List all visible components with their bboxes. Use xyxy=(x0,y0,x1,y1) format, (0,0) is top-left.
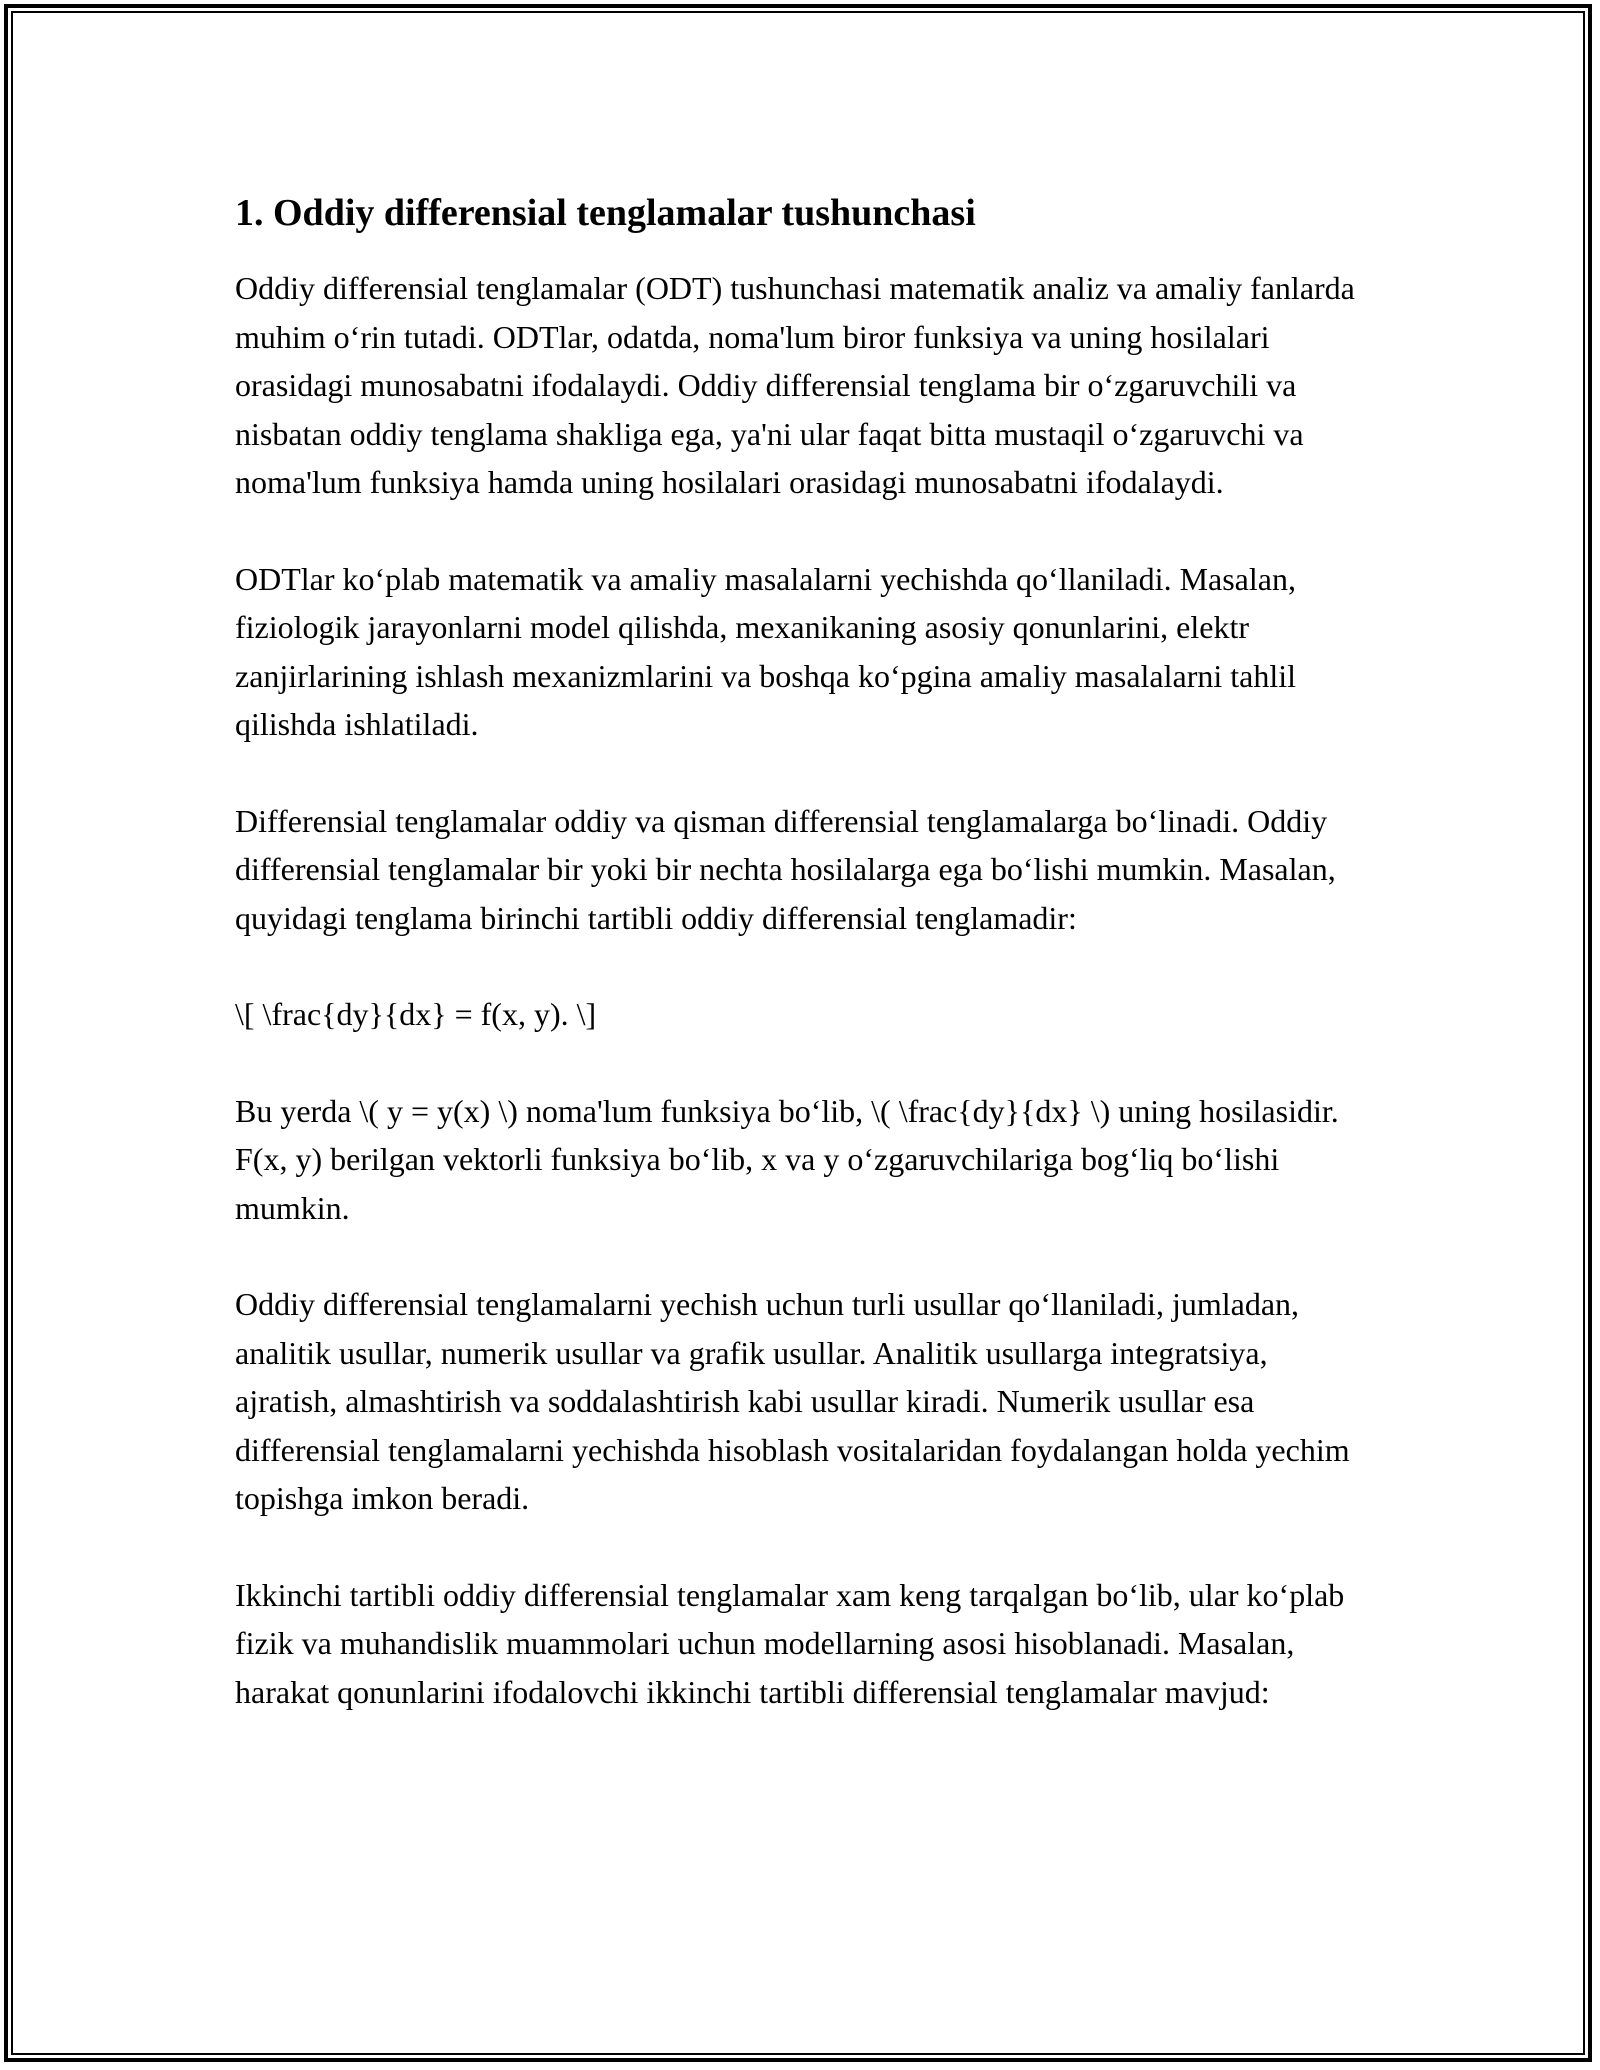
paragraph-second-order: Ikkinchi tartibli oddiy differensial tenglamalar xam keng tarqalgan bo‘lib, ular ko‘plab fizik va muhandislik muammolari uchun modellarning asosi hisoblanadi. Masalan, harakat qonunlarini ifodalovchi ikkinchi tartibli differensial tenglamalar mavjud: xyxy=(235,1576,1345,1710)
paragraph-intro: Oddiy differensial tenglamalar (ODT) tushunchasi matematik analiz va amaliy fanlarda muhim o‘rin tutadi. ODTlar, odatda, noma'lum biror funksiya va uning hosilalari orasidagi munosabatni ifodalaydi. Oddiy differensial tenglama bir o‘zgaruvchili va nisbatan oddiy tenglama shakliga ega, ya'ni ular faqat bitta mustaqil o‘zgaruvchi va noma'lum funksiya hamda uning hosilalari orasidagi munosabatni ifodalaydi. xyxy=(235,270,1355,500)
paragraph-classification: Differensial tenglamalar oddiy va qisman differensial tenglamalarga bo‘linadi. Oddiy differensial tenglamalar bir yoki bir nechta hosilalarga ega bo‘lishi mumkin. Masalan, quyidagi tenglama birinchi tartibli oddiy differensial tenglamadir: xyxy=(235,802,1336,936)
paragraph-explanation: Bu yerda \( y = y(x) \) noma'lum funksiya bo‘lib, \( \frac{dy}{dx} \) uning hosilasidir. F(x, y) berilgan vektorli funksiya bo‘lib, x va y o‘zgaruvchilariga bog‘liq bo‘lishi mumkin. xyxy=(235,1092,1339,1226)
document-body xyxy=(235,186,1375,1764)
section-heading: 1. Oddiy differensial tenglamalar tushunchasi xyxy=(235,192,976,234)
paragraph-applications: ODTlar ko‘plab matematik va amaliy masalalarni yechishda qo‘llaniladi. Masalan, fiziologik jarayonlarni model qilishda, mexanikaning asosiy qonunlarini, elektr zanjirlarining ishlash mexanizmlarini va boshqa ko‘pgina amaliy masalalarni tahlil qilishda ishlatiladi. xyxy=(235,560,1297,742)
equation-first-order: \[ \frac{dy}{dx} = f(x, y). \] xyxy=(235,996,597,1032)
paragraph-methods: Oddiy differensial tenglamalarni yechish uchun turli usullar qo‘llaniladi, jumladan, analitik usullar, numerik usullar va grafik usullar. Analitik usullarga integratsiya, ajratish, almashtirish va soddalashtirish kabi usullar kiradi. Numerik usullar esa differensial tenglamalarni yechishda hisoblash vositalaridan foydalangan holda yechim topishga imkon beradi. xyxy=(235,1286,1350,1516)
